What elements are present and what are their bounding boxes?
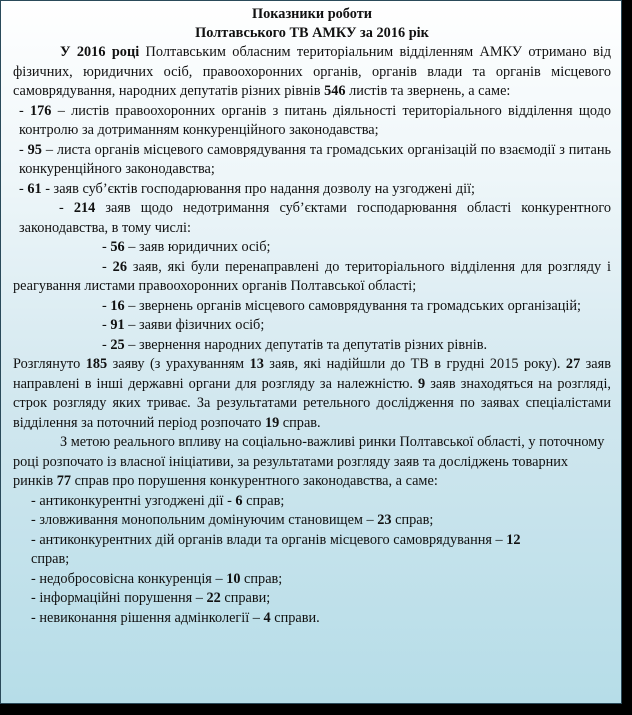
breakdown-text: – листа органів місцевого самоврядування та громадських організацій по взаємодії з питань конкуренційного законодавства; bbox=[19, 141, 611, 177]
case-item bbox=[13, 511, 611, 531]
title-line-1: Показники роботи bbox=[252, 6, 372, 22]
case-suffix: справ; bbox=[242, 492, 285, 509]
case-count: 4 bbox=[263, 609, 271, 626]
review-paragraph bbox=[13, 355, 611, 433]
sub-count: 56 bbox=[110, 239, 125, 255]
sub-breakdown-item bbox=[13, 336, 611, 356]
case-suffix: справ; bbox=[391, 512, 434, 528]
review-text: заяв знаходяться на розгляді, строк розгляду яких триває. За результатами ретельного дослідження по заявах спеціалістами відділення за поточний період розпочато bbox=[13, 375, 611, 431]
bullet: - bbox=[19, 180, 28, 197]
opened-cases-count: 19 bbox=[264, 414, 280, 431]
intro-text: Полтавським обласним територіальним відділенням АМКУ отримано від фізичних, юридичних осіб, правоохоронних органів, органів влади та органів місцевого самоврядування, народних депутатів різних рівнів bbox=[13, 44, 611, 99]
reviewed-count: 185 bbox=[85, 356, 108, 372]
breakdown-text: – листів правоохоронних органів з питань діяльності територіального відділення щодо контролю за дотриманням конкуренційного законодавства; bbox=[19, 102, 611, 138]
bullet: - bbox=[102, 239, 111, 255]
sub-count: 91 bbox=[110, 317, 125, 333]
sub-breakdown-item bbox=[13, 238, 611, 258]
review-text: заяв, які надійшли до ТВ в грудні 2015 року). bbox=[263, 356, 566, 372]
breakdown-item bbox=[13, 141, 611, 180]
case-text: - недобросовісна конкуренція – bbox=[31, 570, 227, 587]
total-count: 546 bbox=[324, 83, 346, 99]
sub-breakdown-item bbox=[13, 258, 611, 297]
case-text: - антиконкурентних дій органів влади та органів місцевого самоврядування – bbox=[31, 531, 507, 548]
sub-text: – заяв юридичних осіб; bbox=[124, 239, 271, 255]
case-count: 23 bbox=[377, 512, 392, 528]
breakdown-count: 61 bbox=[27, 180, 42, 197]
bullet: - bbox=[102, 336, 111, 353]
bullet: - bbox=[19, 141, 28, 158]
forwarded-count: 27 bbox=[565, 356, 581, 372]
case-suffix: справи; bbox=[220, 590, 271, 606]
case-suffix: справ; bbox=[31, 551, 70, 567]
case-count: 6 bbox=[235, 492, 243, 509]
case-item bbox=[13, 589, 611, 609]
bullet: - bbox=[102, 317, 111, 333]
breakdown-text: - заяв суб’єктів господарювання про надання дозволу на узгоджені дії; bbox=[41, 180, 476, 197]
sub-count: 25 bbox=[110, 336, 125, 353]
breakdown-text: заяв щодо недотримання суб’єктами господарювання області конкурентного законодавства, в тому числі: bbox=[19, 200, 611, 236]
case-suffix: справи. bbox=[270, 609, 320, 626]
breakdown-item bbox=[13, 180, 611, 200]
sub-text: – заяви фізичних осіб; bbox=[124, 317, 265, 333]
case-item bbox=[13, 609, 611, 629]
review-text: Розглянуто bbox=[13, 356, 86, 372]
review-text: заяв направлені в інші державні органи для розгляду за належністю. bbox=[13, 356, 611, 392]
case-count: 10 bbox=[226, 570, 241, 587]
case-count: 12 bbox=[506, 531, 521, 548]
case-count: 22 bbox=[206, 590, 221, 606]
case-text: - інформаційні порушення – bbox=[31, 590, 207, 606]
intro-text-end: листів та звернень, а саме: bbox=[345, 83, 511, 99]
intro-lead: У 2016 році bbox=[60, 44, 140, 60]
pending-count: 9 bbox=[418, 375, 426, 392]
title-line-2: Полтавського ТВ АМКУ за 2016 рік bbox=[195, 25, 429, 41]
case-text: - зловживання монопольним домінуючим становищем – bbox=[31, 512, 378, 528]
sub-count: 16 bbox=[110, 297, 125, 314]
case-suffix: справ; bbox=[240, 570, 283, 587]
case-item bbox=[13, 531, 611, 570]
initiative-count: 77 bbox=[56, 473, 71, 489]
bullet: - bbox=[59, 200, 74, 216]
bullet: - bbox=[102, 258, 113, 275]
case-item bbox=[13, 492, 611, 512]
initiative-text: справ про порушення конкурентного законодавства, а саме: bbox=[71, 473, 438, 489]
sub-text: – звернень органів місцевого самоврядування та громадських організацій; bbox=[124, 297, 582, 314]
sub-count: 26 bbox=[112, 258, 127, 275]
bullet: - bbox=[102, 297, 111, 314]
case-text: - антиконкурентні узгоджені дії - bbox=[31, 492, 236, 509]
sub-text: – звернення народних депутатів та депутатів різних рівнів. bbox=[124, 336, 488, 353]
breakdown-item bbox=[13, 102, 611, 141]
breakdown-count: 176 bbox=[30, 102, 52, 119]
bullet: - bbox=[19, 102, 30, 119]
initiative-paragraph bbox=[13, 433, 611, 492]
sub-text: заяв, які були перенаправлені до територіального відділення для розгляду і реагування листами правоохоронних органів Полтавської області; bbox=[13, 258, 611, 294]
initiative-text: З метою реального впливу на соціально-важливі ринки Полтавської області, у поточному році розпочато із власної ініціативи, за результатами розгляду заяв та досліджень товарних ринків bbox=[13, 434, 605, 489]
case-item bbox=[13, 570, 611, 590]
review-text: заяву (з урахуванням bbox=[107, 356, 250, 372]
review-text: справ. bbox=[279, 414, 321, 431]
case-text: - невиконання рішення адмінколегії – bbox=[31, 609, 264, 626]
breakdown-count: 95 bbox=[27, 141, 42, 158]
intro-paragraph bbox=[13, 43, 611, 102]
sub-breakdown-item bbox=[13, 316, 611, 336]
sub-breakdown-item bbox=[13, 297, 611, 317]
breakdown-item bbox=[13, 199, 611, 238]
december-count: 13 bbox=[249, 356, 264, 372]
breakdown-count: 214 bbox=[73, 200, 96, 216]
report-title bbox=[13, 5, 611, 43]
